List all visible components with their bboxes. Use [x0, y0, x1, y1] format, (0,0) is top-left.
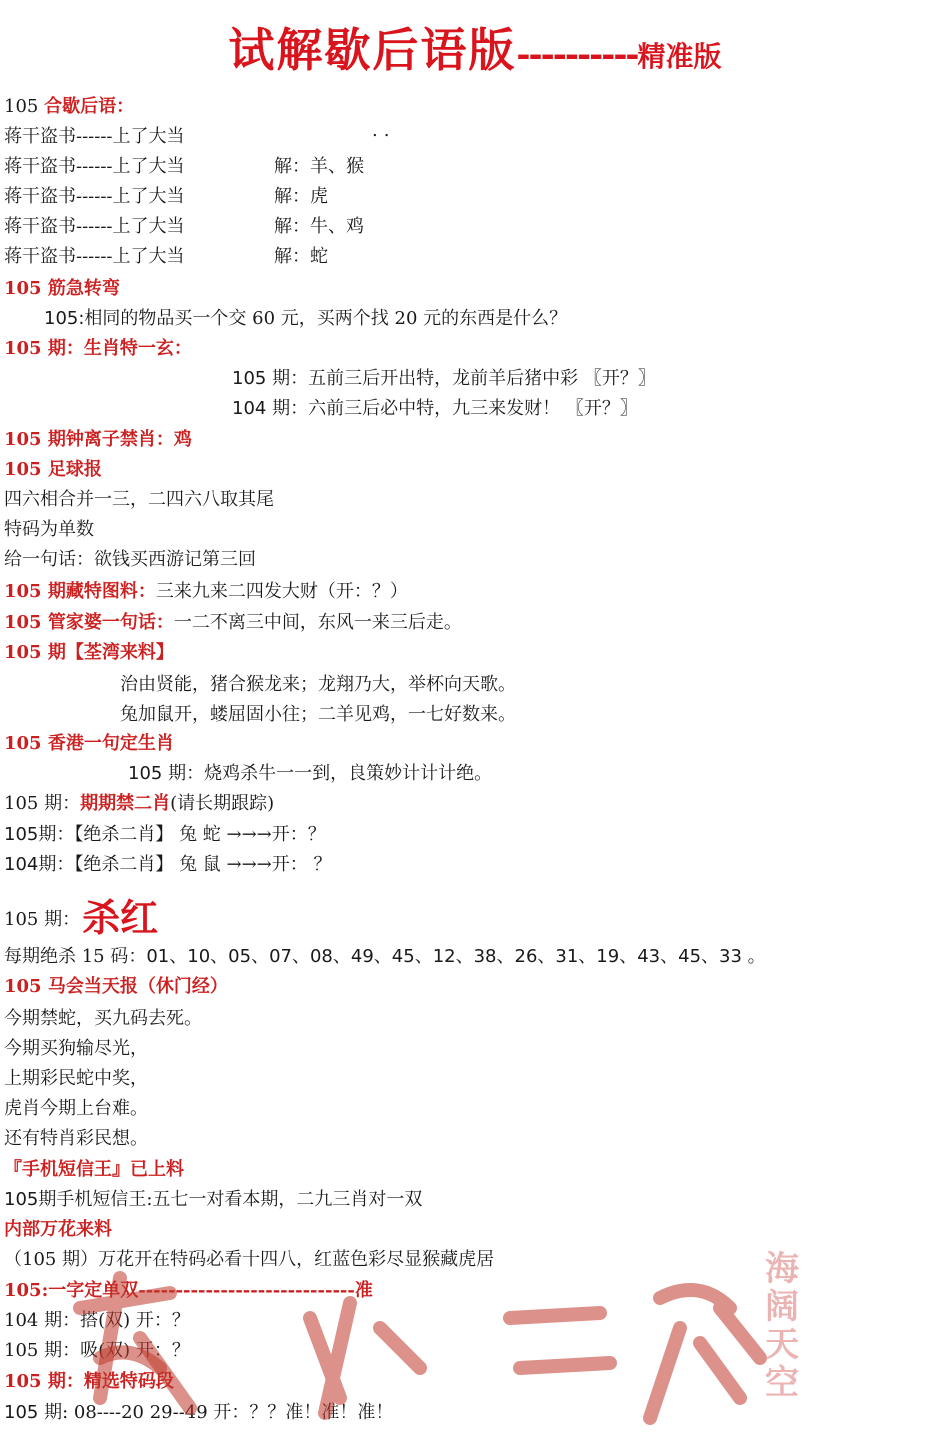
xiehouyu-row: 蒋干盗书------上了大当 解：牛、鸡	[4, 216, 364, 237]
xuan-header: 105 期：生肖特一玄：	[4, 338, 192, 359]
page-title: 试解歇后语版----------精准版	[228, 23, 722, 77]
guanjia-line: 105 管家婆一句话：一二不离三中间，东风一来三后走。	[4, 612, 462, 633]
hk-line: 105 期：烧鸡杀牛一一到，良策妙计计计绝。	[128, 763, 493, 784]
xuan-line: 104 期：六前三后必中特，九三来发财！ 〖开？〗	[232, 398, 638, 419]
quanwan-line: 治由贤能，猪合猴龙来；龙翔乃大，举杯向天歌。	[120, 674, 516, 695]
zhongli-line: 105 期钟离子禁肖：鸡	[4, 429, 192, 450]
sms-line: 105期手机短信王:五七一对看本期，二九三肖对一双	[4, 1189, 423, 1210]
quanwan-header: 105 期【荃湾来料】	[4, 642, 174, 663]
quanwan-line: 兔加鼠开，蝼屈固小往；二羊见鸡，一七好数来。	[120, 704, 516, 725]
jin2-row: 105期：【绝杀二肖】 兔 蛇 →→→开：？	[4, 824, 326, 845]
mahui-line: 今期买狗输尽光，	[4, 1038, 148, 1059]
mahui-line: 今期禁蛇，买九码去死。	[4, 1008, 202, 1029]
football-line: 特码为单数	[4, 519, 94, 540]
duan-header: 105 期：精选特码段	[4, 1371, 174, 1392]
brain-teaser-question: 105:相同的物品买一个交 60 元，买两个找 20 元的东西是什么？	[44, 308, 568, 329]
xuan-line: 105 期：五前三后开出特，龙前羊后猪中彩 〖开？〗	[232, 368, 656, 389]
xiehouyu-row: 蒋干盗书------上了大当 解：蛇	[4, 246, 328, 267]
jue15-line: 每期绝杀 15 码：01、10、05、07、08、49、45、12、38、26、31、19、43、45、33 。	[4, 946, 766, 967]
sms-header: 『手机短信王』已上料	[4, 1159, 184, 1180]
mahui-line: 上期彩民蛇中奖，	[4, 1068, 148, 1089]
shahong-line: 105 期：杀红	[4, 895, 159, 940]
wanhua-header: 内部万花来料	[4, 1219, 112, 1240]
jin2-row: 104期：【绝杀二肖】 兔 鼠 →→→开： ？	[4, 854, 332, 875]
cangte-line: 105 期藏特图料：三来九来二四发大财（开：？）	[4, 581, 408, 602]
danshuang-row: 104 期：搭(双) 开：？	[4, 1310, 190, 1331]
xiehouyu-row: 蒋干盗书------上了大当 解：虎	[4, 186, 328, 207]
football-line: 四六相合并一三，二四六八取其尾	[4, 489, 274, 510]
danshuang-row: 105 期：吸(双) 开：？	[4, 1340, 190, 1361]
brain-teaser-header: 105 筋急转弯	[4, 278, 120, 299]
mahui-line: 虎肖今期上台难。	[4, 1098, 148, 1119]
hk-header: 105 香港一句定生肖	[4, 733, 174, 754]
danshuang-header: 105:一字定单双-----------------------------准	[4, 1280, 373, 1301]
seal-stamp: 海 阔 天 空	[765, 1249, 799, 1403]
xiehouyu-row: 蒋干盗书------上了大当 解：羊、猴	[4, 156, 364, 177]
mahui-line: 还有特肖彩民想。	[4, 1128, 148, 1149]
jin2-header: 105 期：期期禁二肖(请长期跟踪)	[4, 793, 275, 814]
xiehouyu-header: 105 合歇后语：	[4, 96, 135, 117]
football-line: 给一句话：欲钱买西游记第三回	[4, 549, 256, 570]
wanhua-line: （105 期）万花开在特码必看十四八，红蓝色彩尽显猴藏虎居	[4, 1249, 495, 1270]
football-header: 105 足球报	[4, 459, 102, 480]
duan-line: 105 期: 08----20 29--49 开：？？准！准！准！	[4, 1402, 394, 1423]
xiehouyu-row: 蒋干盗书------上了大当 ..	[4, 120, 396, 147]
mahui-header: 105 马会当天报（休门经）	[4, 976, 228, 997]
